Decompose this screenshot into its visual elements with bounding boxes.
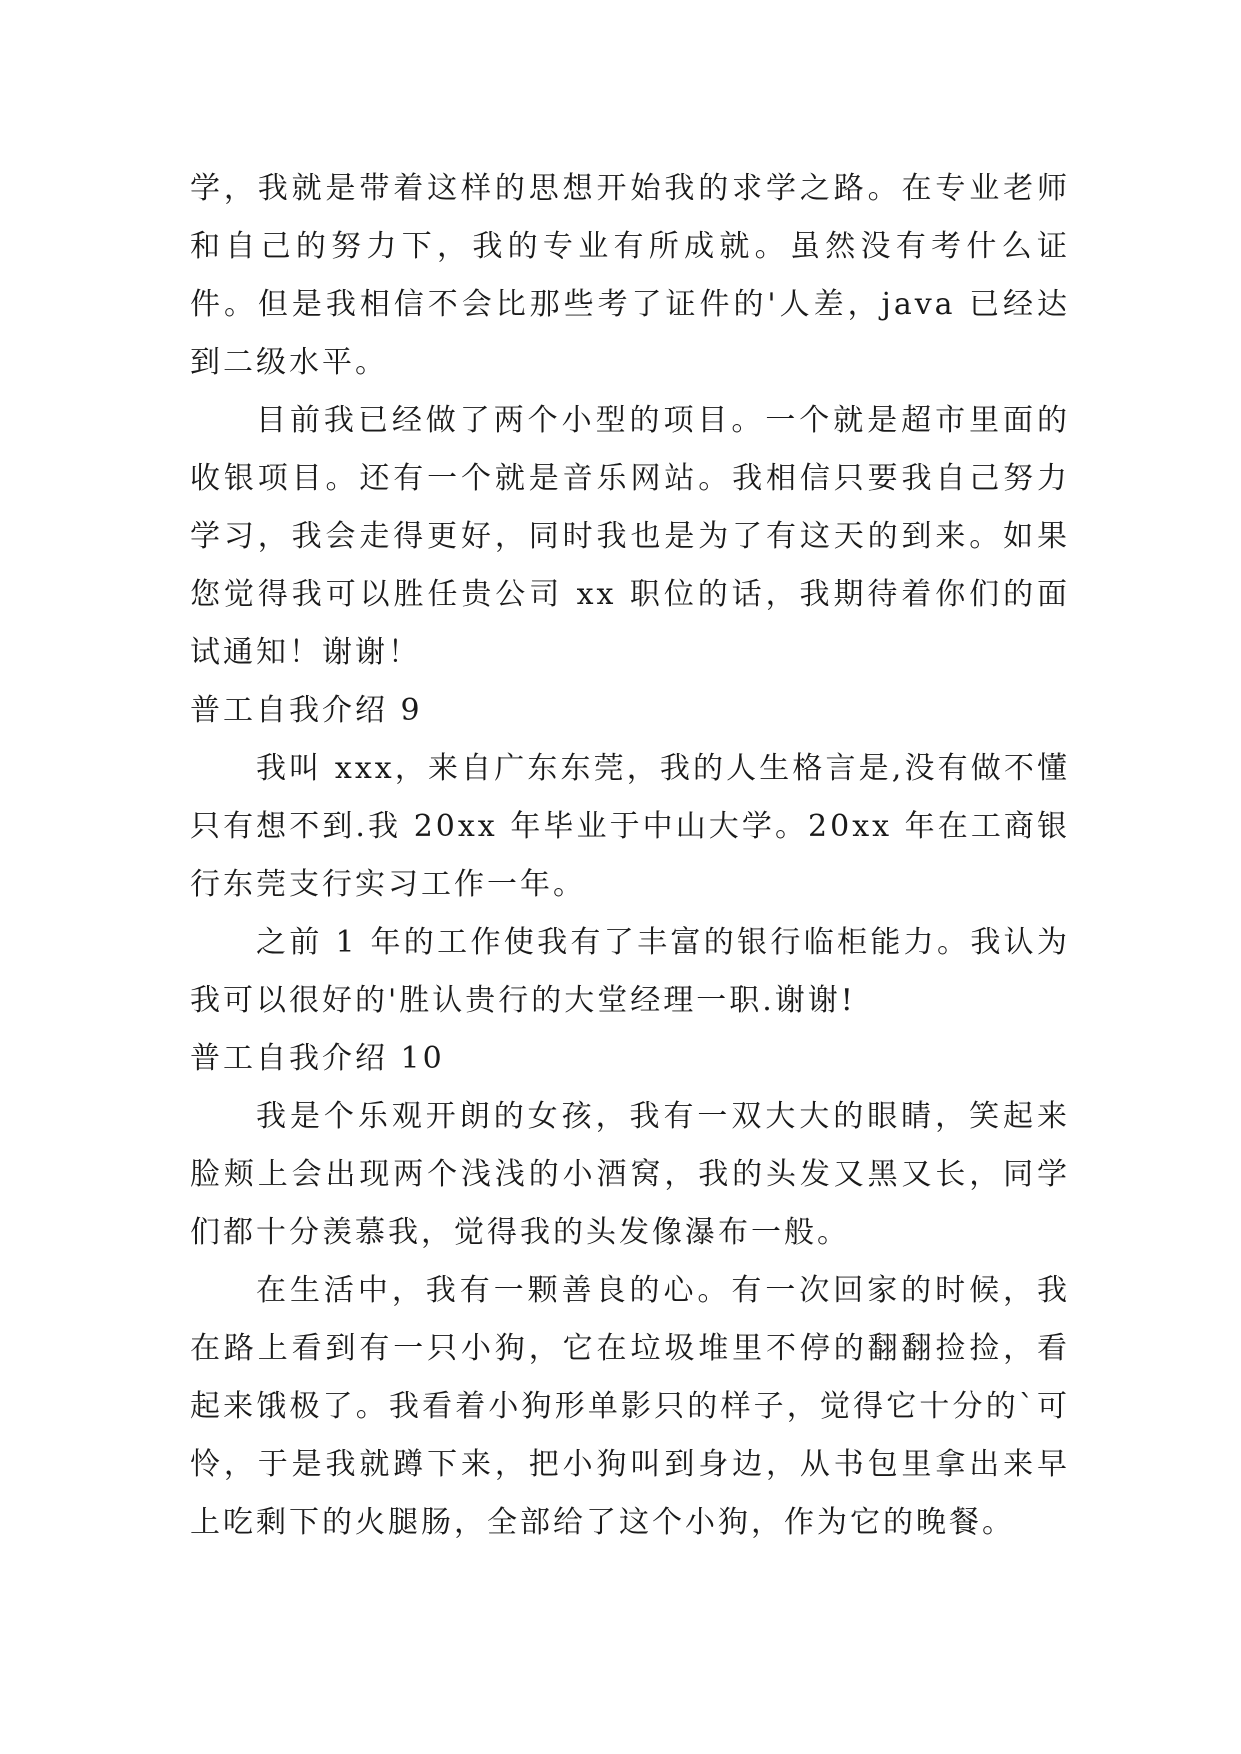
section-heading-10: 普工自我介绍 10 — [190, 1041, 445, 1076]
paragraph-experience-9: 之前 1 年的工作使我有了丰富的银行临柜能力。我认为我可以很好的'胜认贵行的大堂经理一职.谢谢! — [190, 925, 1070, 1018]
section-heading-9: 普工自我介绍 9 — [190, 693, 423, 728]
document-body — [190, 160, 1070, 1552]
paragraph-intro-9: 我叫 xxx，来自广东东莞，我的人生格言是,没有做不懂只有想不到.我 20xx 年毕业于中山大学。20xx 年在工商银行东莞支行实习工作一年。 — [190, 751, 1070, 902]
paragraph-puppy-story-10: 在生活中，我有一颗善良的心。有一次回家的时候，我在路上看到有一只小狗，它在垃圾堆里不停的翻翻捡捡，看起来饿极了。我看着小狗形单影只的样子，觉得它十分的`可怜，于是我就蹲下来，把小狗叫到身边，从书包里拿出来早上吃剩下的火腿肠，全部给了这个小狗，作为它的晚餐。 — [190, 1273, 1070, 1540]
paragraph-java-level: 学，我就是带着这样的思想开始我的求学之路。在专业老师和自己的努力下，我的专业有所成就。虽然没有考什么证件。但是我相信不会比那些考了证件的'人差，java 已经达到二级水平。 — [190, 171, 1070, 380]
paragraph-appearance-10: 我是个乐观开朗的女孩，我有一双大大的眼睛，笑起来脸颊上会出现两个浅浅的小酒窝，我的头发又黑又长，同学们都十分羡慕我，觉得我的头发像瀑布一般。 — [190, 1099, 1070, 1250]
paragraph-projects: 目前我已经做了两个小型的项目。一个就是超市里面的收银项目。还有一个就是音乐网站。我相信只要我自己努力学习，我会走得更好，同时我也是为了有这天的到来。如果您觉得我可以胜任贵公司 xx 职位的话，我期待着你们的面试通知！谢谢！ — [190, 403, 1070, 670]
